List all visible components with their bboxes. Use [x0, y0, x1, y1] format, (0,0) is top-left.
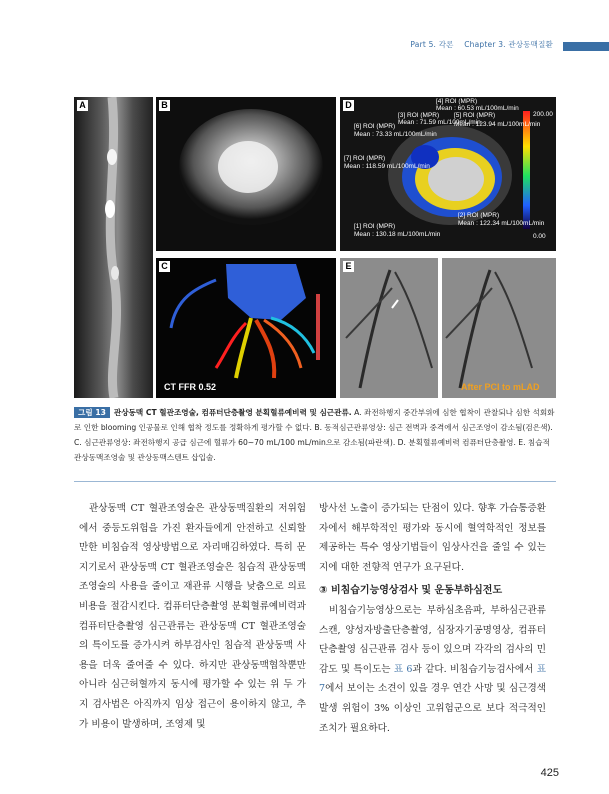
after-pci-label: After PCI to mLAD: [461, 382, 540, 392]
page-number: 425: [540, 767, 559, 779]
section-heading: ③ 비침습기능영상검사 및 운동부하심전도: [319, 585, 503, 597]
paragraph: 관상동맥 CT 혈관조영술은 관상동맥질환의 저위험에서 중등도위험을 가진 환자들에게 안전하고 신뢰할 만한 비침습적 영상방법으로 자리매김하였다. 특히 문지기로서 관상동맥 CT 혈관조영술은 침습적 관상동맥조영술의 사용을 줄이고 재관류 시행을 낮춤으로 의료 비용을 절감시킨다. 컴퓨터단층촬영 분획혈류예비력과 컴퓨터단층촬영 심근관류는 관상동맥 CT 혈관조영술의 특이도를 증가시켜 하부검사인 침습적 관상동맥 사용을 더욱 줄여줄 수 있다. 하지만 관상동맥협착뿐만 아니라 심근허혈까지 동시에 평가할 수 있는 위 두 가지 검사법은 아직까지 임상 접근이 용이하지 않고, 추가 비용이 발생하며, 조영제 및: [79, 503, 306, 730]
ct-ffr-value: CT FFR 0.52: [164, 382, 217, 392]
panel-c-label: C: [159, 261, 170, 272]
caption-body: A. 좌전하행지 중간부위에 심한 협착이 관찰되나 심한 석회화로 인한 blooming 인공물로 인해 협착 정도를 정확하게 평가할 수 없다. B. 동적심근관류영상: 심근 전벽과 중격에서 심근조영이 감소됨(검은색). C. 심근관류영상: 좌전하행지 공급 심근에 혈류가 60~70 mL/100 mL/min으로 감소됨(파란색). D. 분획혈류예비력 컴퓨터단층촬영. E. 침습적 관상동맥조영술 및 관상동맥스텐트 삽입술.: [74, 408, 555, 462]
roi-value: Mean : 60.53 mL/100mL/min: [436, 105, 519, 112]
panel-a-label: A: [77, 100, 88, 111]
panel-c-image: [156, 258, 336, 398]
paragraph: [319, 601, 546, 738]
panel-d-label: D: [343, 100, 354, 111]
paragraph-text: 비침습기능영상으로는 부하심초음파, 부하심근관류스캔, 양성자방출단층촬영, 심장자기공명영상, 컴퓨터단층촬영 심근관류 검사 등이 있으며 각각의 검사의 민감도 및 특이도는: [319, 604, 546, 675]
roi-value: Mean : 130.18 mL/100mL/min: [354, 231, 441, 238]
header-part: Part 5. 각론: [410, 40, 454, 49]
caption-title: 관상동맥 CT 혈관조영술, 컴퓨터단층촬영 분획혈류예비력 및 심근관류.: [113, 408, 352, 417]
panel-b-image: [156, 97, 336, 251]
roi-value: Mean : 118.59 mL/100mL/min: [344, 163, 430, 170]
roi-label: [2] ROI (MPR): [458, 212, 500, 219]
roi-value: Mean : 71.59 mL/100mL/min: [398, 119, 481, 126]
roi-label: [5] ROI (MPR): [454, 112, 496, 119]
roi-label: [3] ROI (MPR): [398, 112, 440, 119]
figure-panel-b: [156, 97, 336, 251]
figure-tag: 그림 13: [74, 407, 110, 418]
roi-label: [7] ROI (MPR): [344, 155, 386, 162]
table-ref-6[interactable]: 표 6: [393, 663, 413, 675]
divider: [74, 481, 556, 482]
running-header: [0, 38, 609, 54]
paragraph-text: 과 같다. 비침습기능검사에서: [412, 663, 537, 675]
roi-value: Mean : 123.94 mL/100mL/min: [454, 121, 541, 128]
roi-label: [1] ROI (MPR): [354, 223, 396, 230]
header-text: [410, 39, 553, 50]
figure-panel-c: [156, 258, 336, 398]
table-ref-7[interactable]: 표 7: [319, 663, 546, 695]
header-chapter: Chapter 3. 관상동맥질환: [464, 40, 553, 49]
figure-panel-a: [74, 97, 153, 398]
roi-label: [4] ROI (MPR): [436, 98, 478, 105]
panel-a-image: [74, 97, 153, 398]
scale-max: 200.00: [533, 111, 553, 118]
roi-label: [6] ROI (MPR): [354, 123, 396, 130]
roi-value: Mean : 73.33 mL/100mL/min: [354, 131, 437, 138]
panel-e-label: E: [343, 261, 354, 272]
paragraph: 방사선 노출이 증가되는 단점이 있다. 향후 가슴통증환자에서 해부학적인 평가와 동시에 혈역학적인 정보를 제공하는 특수 영상기법들이 임상사건을 줄일 수 있는지에 대한 전향적 연구가 요구된다.: [319, 503, 546, 573]
body-column-right: [319, 499, 546, 738]
figure-caption: [74, 405, 558, 465]
roi-value: Mean : 122.34 mL/100mL/min: [458, 220, 545, 227]
panel-b-label: B: [159, 100, 170, 111]
figure-panel-e: [340, 258, 556, 398]
figure-panel-d: [340, 97, 556, 251]
body-column-left: [79, 499, 306, 734]
header-accent-bar: [563, 42, 609, 51]
scale-min: 0.00: [533, 233, 546, 240]
paragraph-text: 에서 보이는 소견이 있을 경우 연간 사망 및 심근경색 발생 위험이 3% 이상인 고위험군으로 보다 적극적인 조치가 필요하다.: [319, 683, 546, 734]
panel-e-image: [340, 258, 556, 398]
